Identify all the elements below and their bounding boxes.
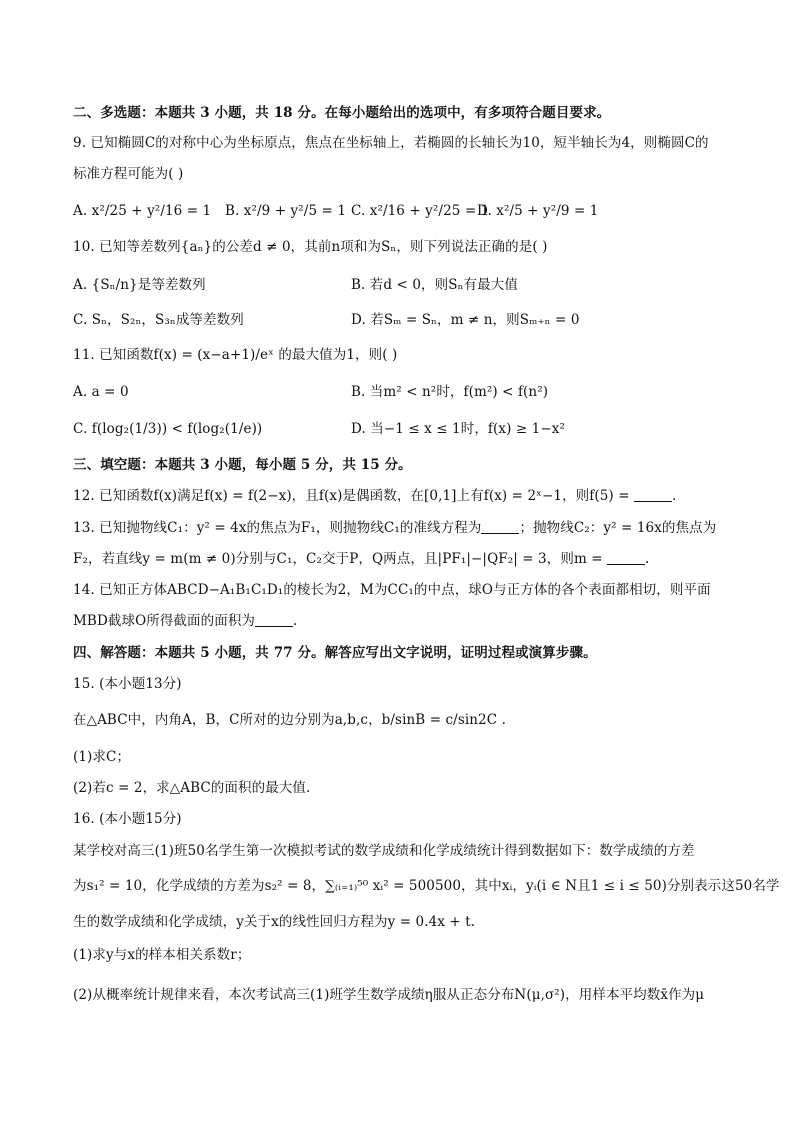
q10-option-d: D. 若Sₘ = Sₙ，m ≠ n，则Sₘ₊ₙ = 0 [351,312,580,328]
q12-answer-blank[interactable] [634,487,672,502]
q13-answer-blank-1[interactable] [481,519,519,534]
q13-answer-blank-2[interactable] [607,550,645,565]
q11-stem: 11. 已知函数f(x) = (x−a+1)/eˣ 的最大值为1，则( ) [73,347,398,363]
q13-text-d: . [645,551,650,567]
q14-end: . [293,613,298,629]
q14-text: MBD截球O所得截面的面积为 [73,613,256,629]
q15-title: 15. (本小题13分) [73,676,182,692]
q16-title: 16. (本小题15分) [73,811,182,827]
q11-option-b: B. 当m² < n²时，f(m²) < f(n²) [351,384,549,400]
q9-line1: 9. 已知椭圆C的对称中心为坐标原点，焦点在坐标轴上，若椭圆的长轴长为10，短半轴长为4，则椭圆C的 [73,135,709,151]
q16-part1: (1)求y与x的样本相关系数r； [73,947,251,963]
q13-line1 [73,517,746,539]
section4-header: 四、解答题：本题共 5 小题，共 77 分。解答应写出文字说明，证明过程或演算步骤。 [73,645,597,661]
q10-option-a: A. {Sₙ/n}是等差数列 [73,277,206,293]
q16-part2: (2)从概率统计规律来看，本次考试高三(1)班学生数学成绩η服从正态分布N(μ,σ²)，用样本平均数x̄作为μ [73,987,705,1003]
q10-option-c: C. Sₙ，S₂ₙ，S₃ₙ成等差数列 [73,312,244,328]
q13-text-b: ；抛物线C₂：y² = 16x的焦点为 [519,520,717,536]
q14-answer-blank[interactable] [255,612,293,627]
q14-line1: 14. 已知正方体ABCD−A₁B₁C₁D₁的棱长为2，M为CC₁的中点，球O与正方体的各个表面都相切，则平面 [73,582,711,598]
q15-part2: (2)若c = 2，求△ABC的面积的最大值. [73,780,311,796]
q9-option-b: B. x²/9 + y²/5 = 1 [225,203,347,219]
q16-line2: 为s₁² = 10，化学成绩的方差为s₂² = 8，∑₍ᵢ₌₁₎⁵⁰ xᵢ² = 500500，其中xᵢ，yᵢ(i ∈ N且1 ≤ i ≤ 50)分别表示这50名学 [73,878,780,894]
section3-header: 三、填空题：本题共 3 小题，每小题 5 分，共 15 分。 [73,457,412,473]
q16-line1: 某学校对高三(1)班50名学生第一次模拟考试的数学成绩和化学成绩统计得到数据如下：数学成绩的方差 [73,843,695,859]
q16-line3: 生的数学成绩和化学成绩，y关于x的线性回归方程为y = 0.4x + t. [73,914,476,930]
q13-text-a: 13. 已知抛物线C₁：y² = 4x的焦点为F₁，则抛物线C₁的准线方程为 [73,520,482,536]
q12 [73,485,746,507]
q10-option-b: B. 若d < 0，则Sₙ有最大值 [351,277,518,293]
q12-end: . [672,488,677,504]
q15-part1: (1)求C； [73,749,131,765]
q10-stem: 10. 已知等差数列{aₙ}的公差d ≠ 0，其前n项和为Sₙ，则下列说法正确的是( ) [73,239,548,255]
q9-option-d: D. x²/5 + y²/9 = 1 [477,203,599,219]
q15-stem: 在△ABC中，内角A，B，C所对的边分别为a,b,c，b/sinB = c/sin2C . [73,712,506,728]
q11-option-c: C. f(log₂(1/3)) < f(log₂(1/e)) [73,421,263,437]
q13-line2 [73,548,746,570]
q13-text-c: F₂，若直线y = m(m ≠ 0)分别与C₁，C₂交于P，Q两点，且|PF₁|−|QF₂| = 3，则m = [73,551,608,567]
q9-option-a: A. x²/25 + y²/16 = 1 [73,203,212,219]
q9-option-c: C. x²/16 + y²/25 = 1 [351,203,490,219]
q11-option-a: A. a = 0 [73,384,129,400]
q14-line2 [73,610,746,632]
q9-line2: 标准方程可能为( ) [73,166,184,182]
section2-header: 二、多选题：本题共 3 小题，共 18 分。在每小题给出的选项中，有多项符合题目要求。 [73,105,611,121]
q11-option-d: D. 当−1 ≤ x ≤ 1时，f(x) ≥ 1−x² [351,421,565,437]
q12-text: 12. 已知函数f(x)满足f(x) = f(2−x)，且f(x)是偶函数，在[0,1]上有f(x) = 2ˣ−1，则f(5) = [73,488,634,504]
